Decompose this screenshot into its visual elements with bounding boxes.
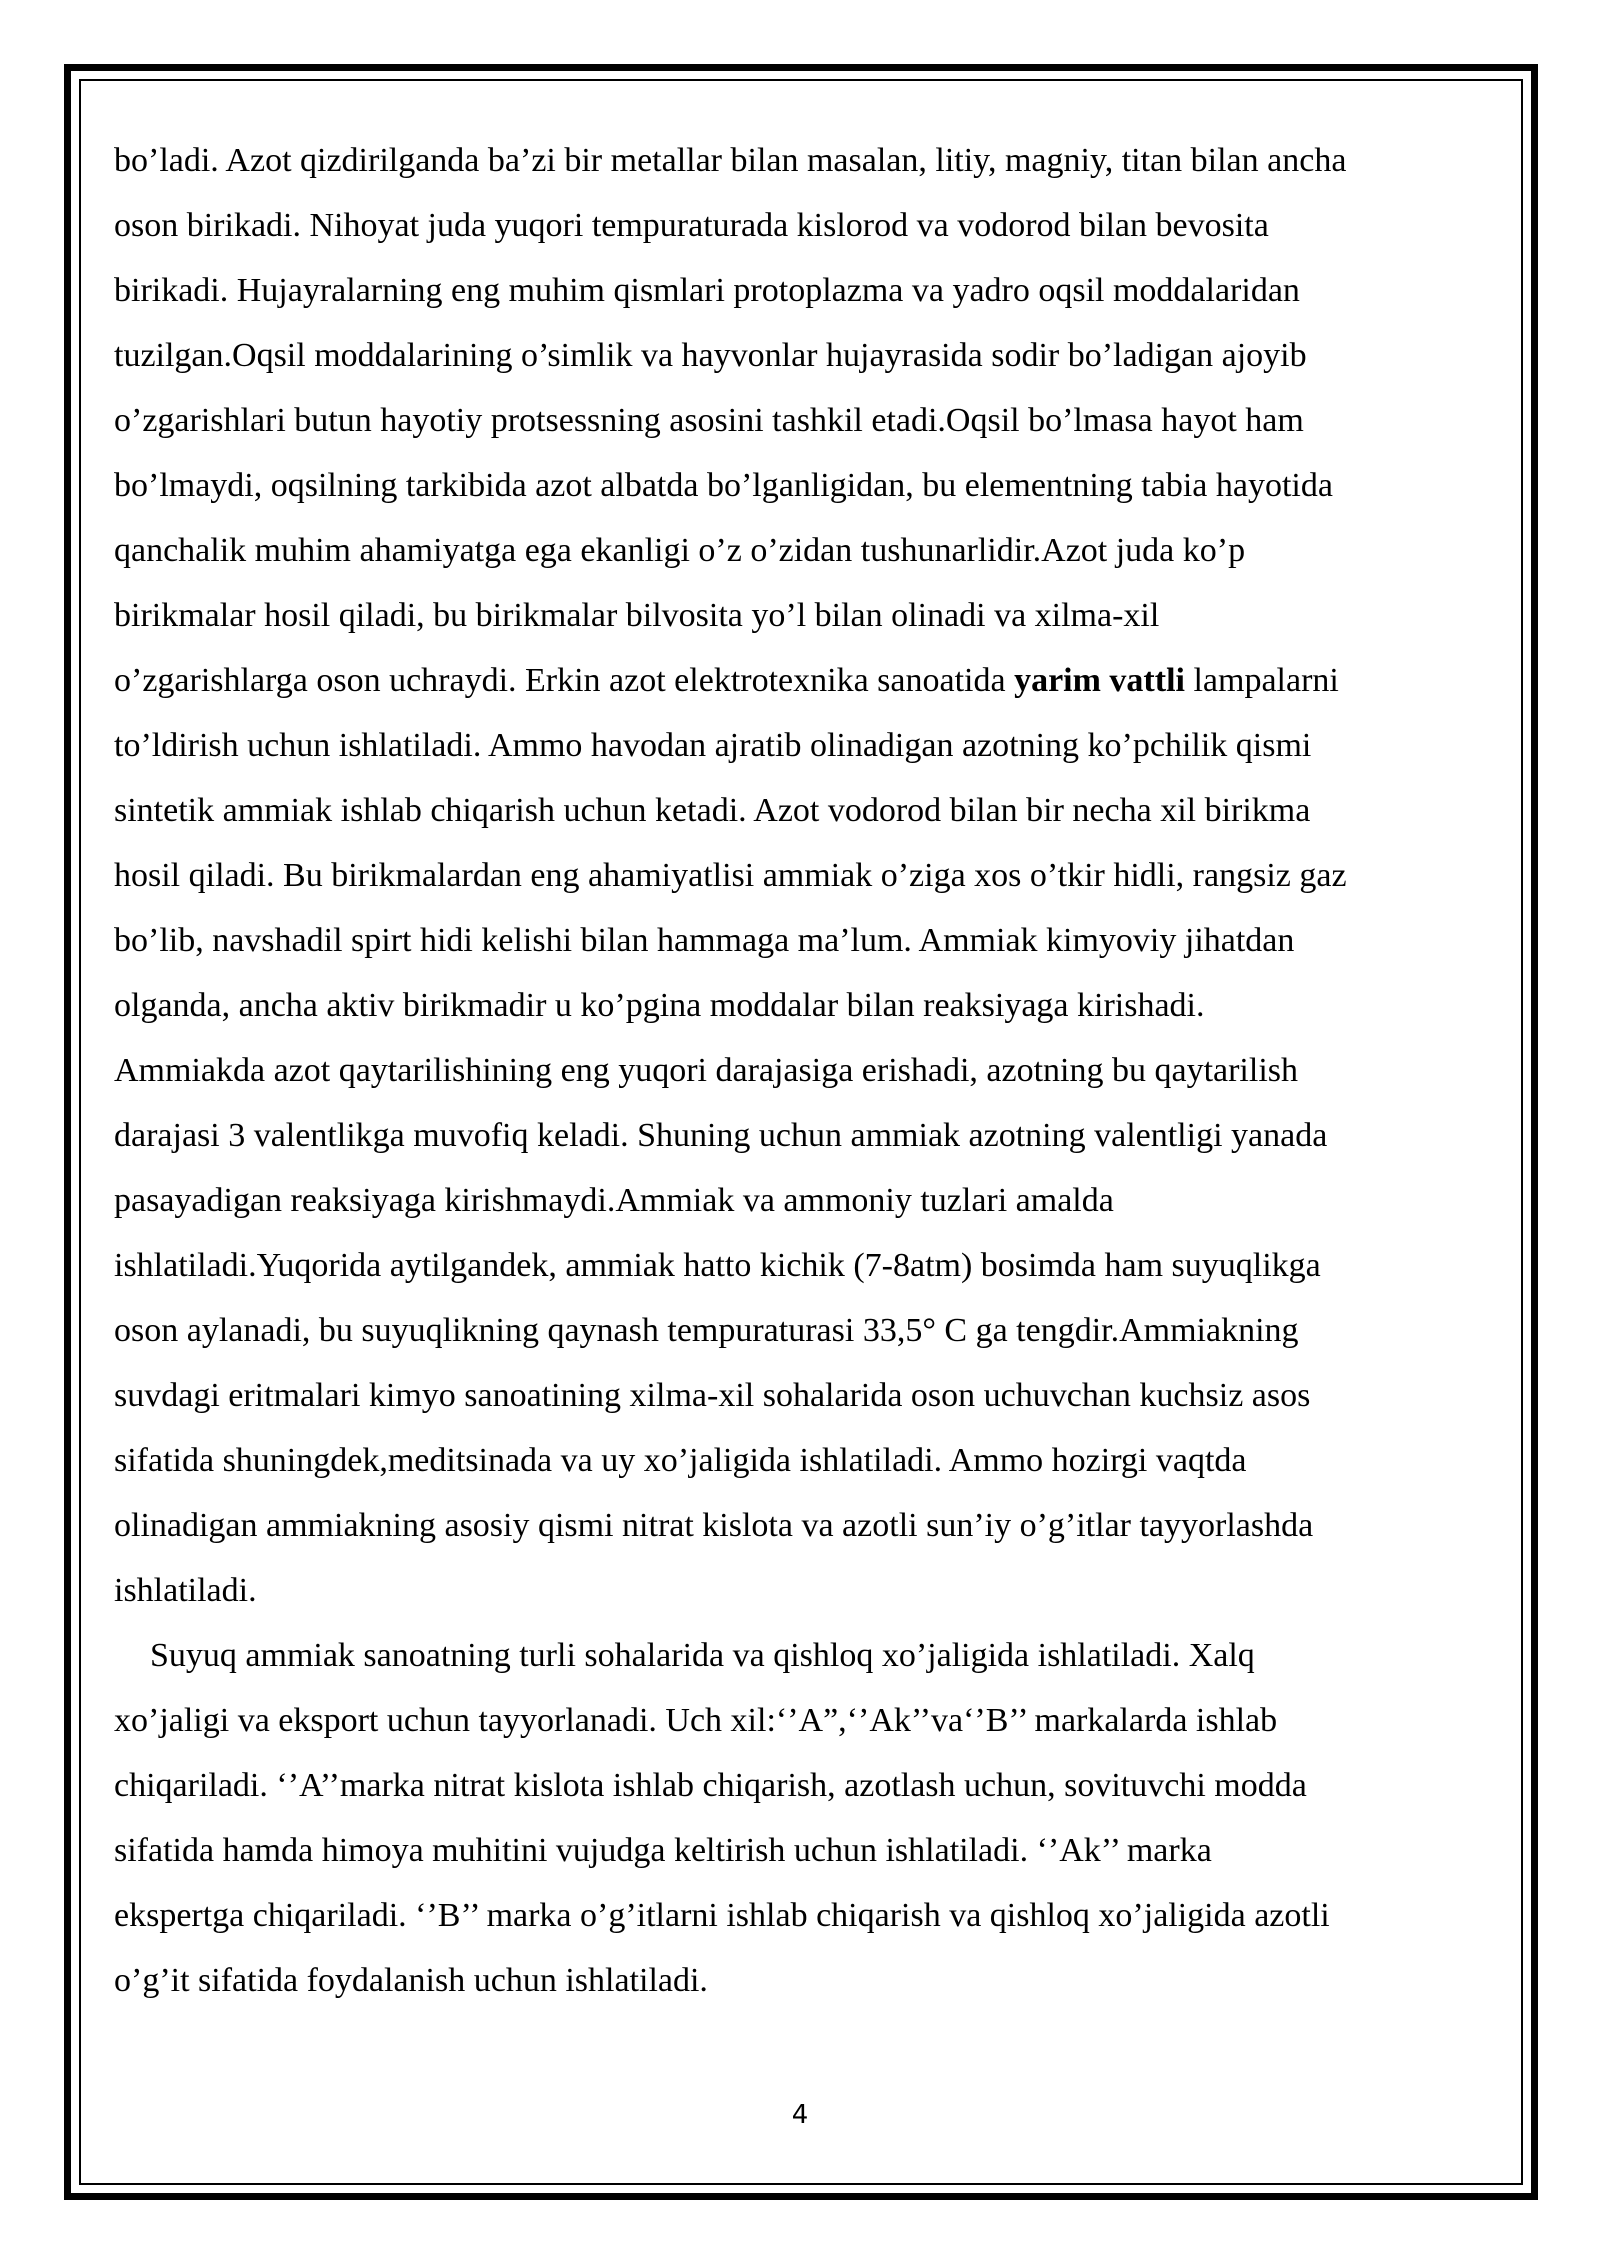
- bold-term: yarim vattli: [1014, 662, 1185, 699]
- document-body: [114, 128, 1494, 2013]
- text-line: xo’jaligi va eksport uchun tayyorlanadi. Uch xil:‘’A”,‘’Ak’’va‘’B’’ markalarda ishlab: [114, 1702, 1278, 1739]
- text-line: ishlatiladi.Yuqorida aytilgandek, ammiak hatto kichik (7-8atm) bosimda ham suyuqlikga: [114, 1247, 1321, 1284]
- text-line: ishlatiladi.: [114, 1572, 257, 1609]
- text-line: sintetik ammiak ishlab chiqarish uchun ketadi. Azot vodorod bilan bir necha xil birikma: [114, 792, 1311, 829]
- text-line: birikadi. Hujayralarning eng muhim qismlari protoplazma va yadro oqsil moddalaridan: [114, 272, 1300, 309]
- text-line: o’zgarishlari butun hayotiy protsessning asosini tashkil etadi.Oqsil bo’lmasa hayot ham: [114, 402, 1304, 439]
- text-line: bo’lib, navshadil spirt hidi kelishi bilan hammaga ma’lum. Ammiak kimyoviy jihatdan: [114, 922, 1295, 959]
- text-line: bo’ladi. Azot qizdirilganda ba’zi bir metallar bilan masalan, litiy, magniy, titan bilan ancha: [114, 142, 1347, 179]
- text-line: oson birikadi. Nihoyat juda yuqori tempuraturada kislorod va vodorod bilan bevosita: [114, 207, 1269, 244]
- text-line-with-bold: [114, 648, 1494, 713]
- text-line: pasayadigan reaksiyaga kirishmaydi.Ammiak va ammoniy tuzlari amalda: [114, 1182, 1114, 1219]
- text-line: sifatida hamda himoya muhitini vujudga keltirish uchun ishlatiladi. ‘’Ak’’ marka: [114, 1832, 1212, 1869]
- text-line: birikmalar hosil qiladi, bu birikmalar bilvosita yo’l bilan olinadi va xilma-xil: [114, 597, 1160, 634]
- text-line: qanchalik muhim ahamiyatga ega ekanligi o’z o’zidan tushunarlidir.Azot juda ko’p: [114, 532, 1246, 569]
- text-line: suvdagi eritmalari kimyo sanoatining xilma-xil sohalarida oson uchuvchan kuchsiz asos: [114, 1377, 1311, 1414]
- text-segment: lampalarni: [1184, 662, 1339, 699]
- text-line: o’g’it sifatida foydalanish uchun ishlatiladi.: [114, 1962, 708, 1999]
- text-line: olinadigan ammiakning asosiy qismi nitrat kislota va azotli sun’iy o’g’itlar tayyorlashda: [114, 1507, 1314, 1544]
- text-line: hosil qiladi. Bu birikmalardan eng ahamiyatlisi ammiak o’ziga xos o’tkir hidli, rangsiz gaz: [114, 857, 1347, 894]
- text-line: darajasi 3 valentlikga muvofiq keladi. Shuning uchun ammiak azotning valentligi yanada: [114, 1117, 1328, 1154]
- text-segment: o’zgarishlarga oson uchraydi. Erkin azot elektrotexnika sanoatida: [114, 662, 1015, 699]
- page-number: 4: [791, 2100, 809, 2130]
- paragraph-first-line: Suyuq ammiak sanoatning turli sohalarida va qishloq xo’jaligida ishlatiladi. Xalq: [150, 1637, 1255, 1674]
- text-line: Ammiakda azot qaytarilishining eng yuqori darajasiga erishadi, azotning bu qaytarilish: [114, 1052, 1299, 1089]
- text-line: sifatida shuningdek,meditsinada va uy xo’jaligida ishlatiladi. Ammo hozirgi vaqtda: [114, 1442, 1247, 1479]
- text-line: olganda, ancha aktiv birikmadir u ko’pgina moddalar bilan reaksiyaga kirishadi.: [114, 987, 1205, 1024]
- text-line: to’ldirish uchun ishlatiladi. Ammo havodan ajratib olinadigan azotning ko’pchilik qismi: [114, 727, 1312, 764]
- text-line: ekspertga chiqariladi. ‘’B’’ marka o’g’itlarni ishlab chiqarish va qishloq xo’jaligida azotli: [114, 1897, 1330, 1934]
- text-line: chiqariladi. ‘’A’’marka nitrat kislota ishlab chiqarish, azotlash uchun, sovituvchi modda: [114, 1767, 1307, 1804]
- text-line: bo’lmaydi, oqsilning tarkibida azot albatda bo’lganligidan, bu elementning tabia hayotida: [114, 467, 1333, 504]
- text-line: tuzilgan.Oqsil moddalarining o’simlik va hayvonlar hujayrasida sodir bo’ladigan ajoyib: [114, 337, 1307, 374]
- text-line: oson aylanadi, bu suyuqlikning qaynash tempuraturasi 33,5° C ga tengdir.Ammiakning: [114, 1312, 1299, 1349]
